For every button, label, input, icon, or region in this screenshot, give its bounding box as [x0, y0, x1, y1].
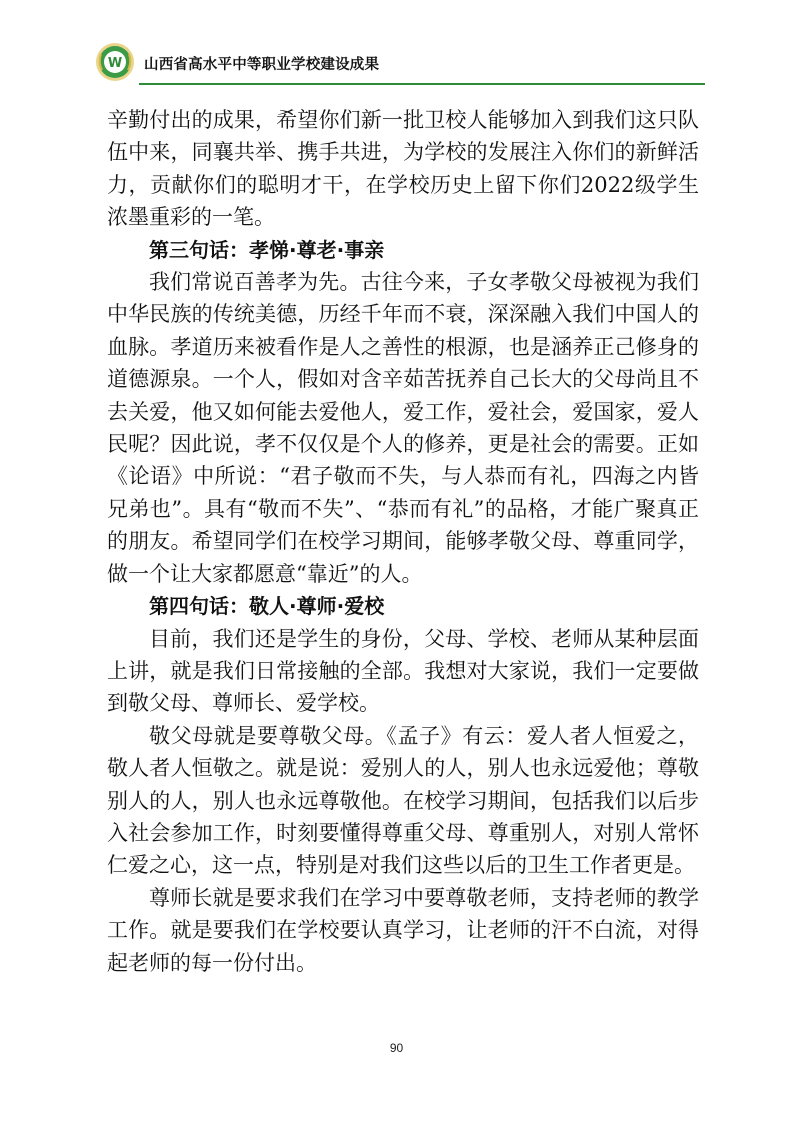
school-logo: [95, 42, 135, 82]
paragraph-filial-piety: 我们常说百善孝为先。古往今来，子女孝敬父母被视为我们中华民族的传统美德，历经千年而不衰，深深融入我们中国人的血脉。孝道历来被看作是人之善性的根源，也是涵养正己修身的道德源泉。一个人，假如对含辛茹苦抚养自己长大的父母尚且不去关爱，他又如何能去爱他人，爱工作，爱社会，爱国家，爱人民呢？因此说，孝不仅仅是个人的修养，更是社会的需要。正如《论语》中所说：“君子敬而不失，与人恭而有礼，四海之内皆兄弟也”。具有“敬而不失”、“恭而有礼”的品格，才能广聚真正的朋友。希望同学们在校学习期间，能够孝敬父母、尊重同学，做一个让大家都愿意“靠近”的人。: [107, 270, 699, 586]
page-number: 90: [389, 1041, 404, 1055]
paragraph-respect-intro: 目前，我们还是学生的身份，父母、学校、老师从某种层面上讲，就是我们日常接触的全部。我想对大家说，我们一定要做到敬父母、尊师长、爱学校。: [107, 626, 699, 716]
paragraph-respect-teachers: 尊师长就是要求我们在学习中要尊敬老师，支持老师的教学工作。就是要我们在学校要认真学习，让老师的汗不白流，对得起老师的每一份付出。: [107, 885, 699, 975]
section-heading-fourth: 第四句话：敬人·尊师·爱校: [149, 594, 385, 619]
document-body: [107, 104, 699, 979]
svg-text:W: W: [107, 56, 123, 71]
paragraph-continuation: 辛勤付出的成果，希望你们新一批卫校人能够加入到我们这只队伍中来，同襄共举、携手共进，为学校的发展注入你们的新鲜活力，贡献你们的聪明才干，在学校历史上留下你们2022级学生浓墨重彩的一笔。: [107, 108, 699, 230]
header-title: 山西省高水平中等职业学校建设成果: [144, 57, 380, 73]
paragraph-respect-parents: 敬父母就是要尊敬父母。《孟子》有云：爱人者人恒爱之，敬人者人恒敬之。就是说：爱别人的人，别人也永远爱他；尊敬别人的人，别人也永远尊敬他。在校学习期间，包括我们以后步入社会参加工作，时刻要懂得尊重父母、尊重别人，对别人常怀仁爱之心，这一点，特别是对我们这些以后的卫生工作者更是。: [107, 723, 699, 878]
page-header: [95, 38, 705, 88]
section-heading-third: 第三句话：孝悌·尊老·事亲: [149, 237, 385, 262]
header-divider: [139, 83, 705, 85]
